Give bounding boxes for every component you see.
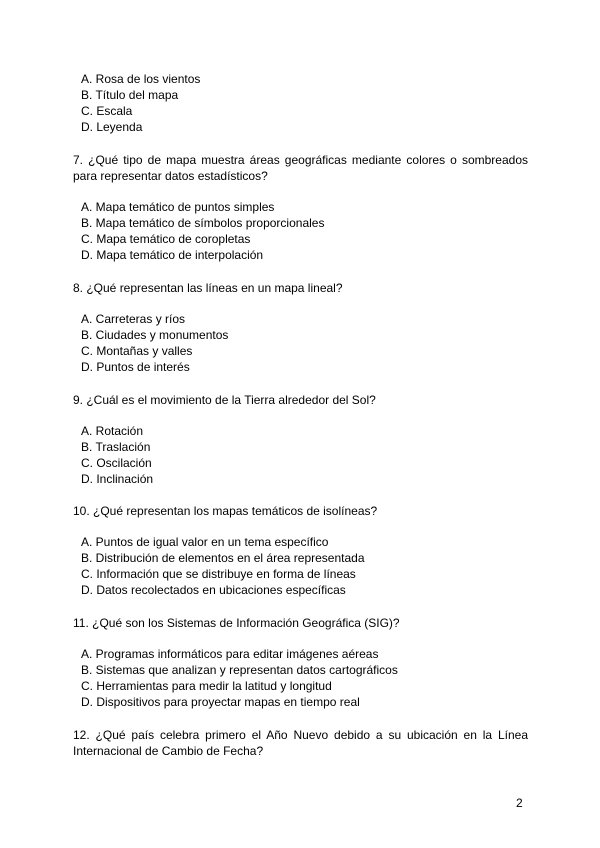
question-7-line-1: 7. ¿Qué tipo de mapa muestra áreas geográficas mediante colores o sombreados [73,153,528,167]
question-11-option-a: A. Programas informáticos para editar imágenes aéreas [81,647,379,661]
question-10: 10. ¿Qué representan los mapas temáticos de isolíneas? [73,504,378,518]
question-8-option-a: A. Carreteras y ríos [81,312,186,326]
question-9-option-b: B. Traslación [81,440,151,454]
question-8-option-c: C. Montañas y valles [81,344,193,358]
question-12-line-2: Internacional de Cambio de Fecha? [73,744,264,758]
question-11: 11. ¿Qué son los Sistemas de Información Geográfica (SIG)? [73,616,400,630]
question-10-option-a: A. Puntos de igual valor en un tema específico [81,535,329,549]
option-d: D. Leyenda [81,120,143,134]
question-11-option-d: D. Dispositivos para proyectar mapas en tiempo real [81,695,360,709]
question-10-option-b: B. Distribución de elementos en el área representada [81,551,365,565]
question-7-option-a: A. Mapa temático de puntos simples [81,200,275,214]
question-9-option-d: D. Inclinación [81,472,154,486]
question-8-option-b: B. Ciudades y monumentos [81,328,229,342]
question-8: 8. ¿Qué representan las líneas en un mapa lineal? [73,281,343,295]
page-number: 2 [516,796,523,810]
question-9-option-c: C. Oscilación [81,456,152,470]
question-7-line-2: para representar datos estadísticos? [73,169,268,183]
question-9-option-a: A. Rotación [81,424,144,438]
option-c: C. Escala [81,104,133,118]
question-8-option-d: D. Puntos de interés [81,360,190,374]
option-b: B. Título del mapa [81,88,179,102]
question-11-option-c: C. Herramientas para medir la latitud y longitud [81,679,332,693]
question-10-option-d: D. Datos recolectados en ubicaciones específicas [81,583,346,597]
question-12-line-1: 12. ¿Qué país celebra primero el Año Nuevo debido a su ubicación en la Línea [73,728,528,742]
option-a: A. Rosa de los vientos [81,72,201,86]
question-7-option-c: C. Mapa temático de coropletas [81,232,251,246]
question-11-option-b: B. Sistemas que analizan y representan datos cartográficos [81,663,398,677]
question-10-option-c: C. Información que se distribuye en forma de líneas [81,567,356,581]
question-7-option-b: B. Mapa temático de símbolos proporcionales [81,216,325,230]
question-9: 9. ¿Cuál es el movimiento de la Tierra alrededor del Sol? [73,393,376,407]
question-7-option-d: D. Mapa temático de interpolación [81,248,264,262]
